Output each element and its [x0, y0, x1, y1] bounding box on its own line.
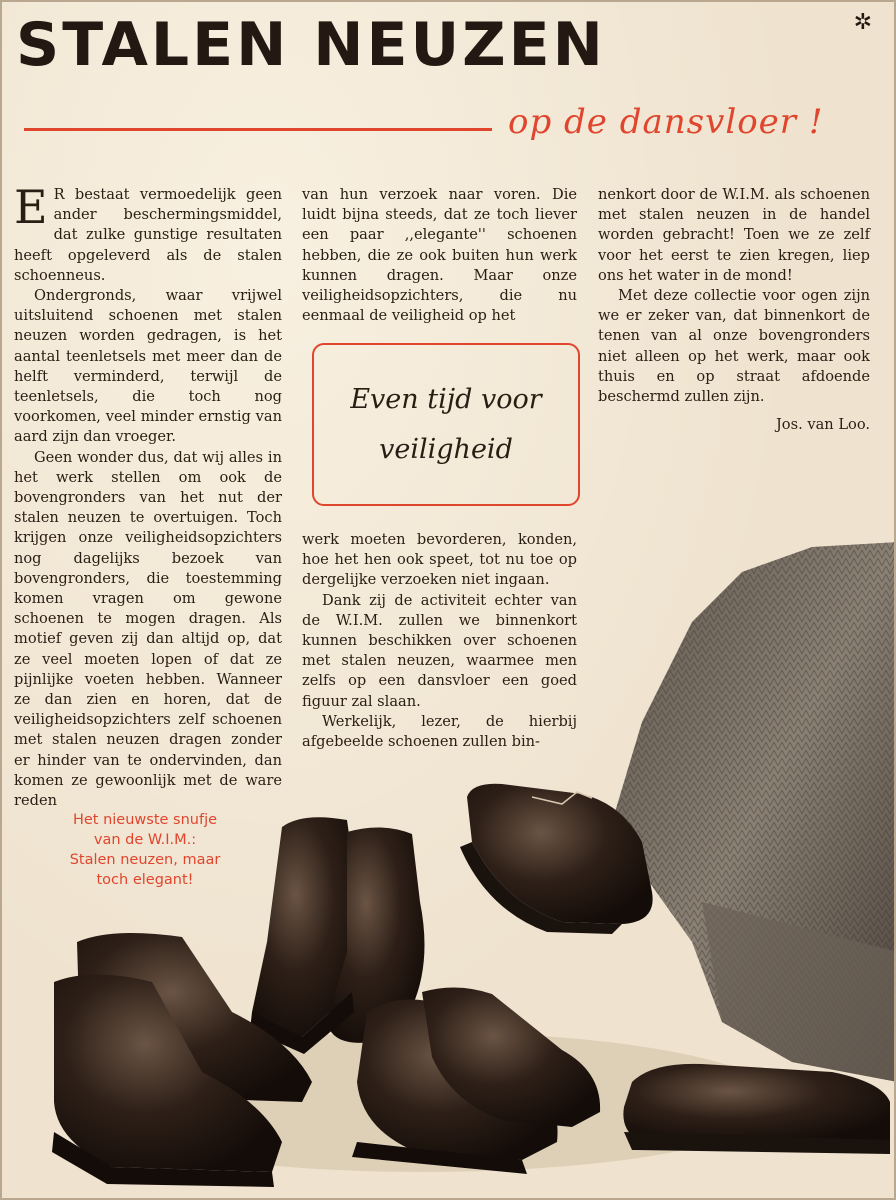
paragraph-text: R bestaat vermoedelijk geen ander beschermingsmiddel, dat zulke gunstige resultaten heeft opgeleverd als de stalen schoenneus.: [14, 186, 282, 284]
page-subtitle: op de dansvloer !: [508, 102, 824, 142]
title-rule: [24, 128, 492, 131]
star-ornament-icon: ✲: [853, 10, 872, 35]
caption-line: van de W.I.M.:: [93, 832, 197, 848]
article-paragraph: Ondergronds, waar vrijwel uitsluitend schoenen met stalen neuzen worden gedragen, is het aantal teenletsels met meer dan de helft verminderd, terwijl de teenletsels, die toch nog voorkomen, veel minder ernstig van aard zijn dan vroeger.: [14, 287, 282, 446]
caption-line: Stalen neuzen, maar: [69, 852, 221, 868]
pull-quote-line-2: veiligheid: [379, 433, 513, 465]
article-column-2-top: [302, 185, 577, 326]
article-column-1: [14, 180, 282, 811]
photo-caption: [38, 810, 252, 890]
pull-quote-line-1: Even tijd voor: [350, 383, 542, 415]
article-paragraph: [14, 180, 282, 286]
article-column-3: [598, 185, 870, 435]
article-paragraph: Geen wonder dus, dat wij alles in het werk stellen om ook de bovengronders van het nut der stalen neuzen te overtuigen. Toch krijgen onze veiligheidsopzichters nog dagelijks bezoek van bovengronders, die toestemming komen vragen om gewone schoenen te mogen dragen. Als motief geven zij dan altijd op, dat ze veel moeten lopen of dat ze pijnlijke voeten hebben. Wanneer ze dan zien en horen, dat de veiligheidsopzichters zelf schoenen met stalen neuzen dragen zonder er hinder van te ondervinden, dan komen ze gewoonlijk met de ware reden: [14, 448, 282, 810]
caption-line: toch elegant!: [96, 872, 194, 888]
page-title: STALEN NEUZEN: [16, 10, 606, 80]
article-paragraph: Dank zij de activiteit echter van de W.I.M. zullen we binnenkort kunnen beschikken over schoenen met stalen neuzen, waarmee men zelfs op een dansvloer een goed figuur zal slaan.: [302, 591, 577, 710]
lower-right-shoe: [623, 1064, 890, 1154]
article-paragraph: Werkelijk, lezer, de hierbij afgebeelde schoenen zullen bin-: [302, 712, 577, 751]
pull-quote-box: [312, 343, 580, 506]
article-paragraph: nenkort door de W.I.M. als schoenen met stalen neuzen in de handel worden gebracht! Toen we ze zelf voor het eerst te zien kregen, liep ons het water in de mond!: [598, 186, 870, 284]
trouser-leg: [612, 542, 896, 1082]
article-paragraph: werk moeten bevorderen, konden, hoe het hen ook speet, tot nu toe op dergelijke verzoeken niet ingaan.: [302, 531, 577, 589]
article-column-2-bottom: [302, 530, 577, 752]
article-paragraph: van hun verzoek naar voren. Die luidt bijna steeds, dat ze toch liever een paar ,,elegante'' schoenen hebben, die ze ook buiten hun werk kunnen dragen. Maar onze veiligheidsopzichters, die nu eenmaal de veiligheid op het: [302, 186, 577, 325]
caption-line: Het nieuwste snufje: [72, 812, 218, 828]
article-paragraph: Met deze collectie voor ogen zijn we er zeker van, dat binnenkort de tenen van al onze bovengronders niet alleen op het werk, maar ook thuis en op straat afdoende beschermd zullen zijn.: [598, 287, 870, 406]
author-signature: Jos. van Loo.: [775, 416, 870, 434]
drop-cap: E: [14, 180, 48, 234]
